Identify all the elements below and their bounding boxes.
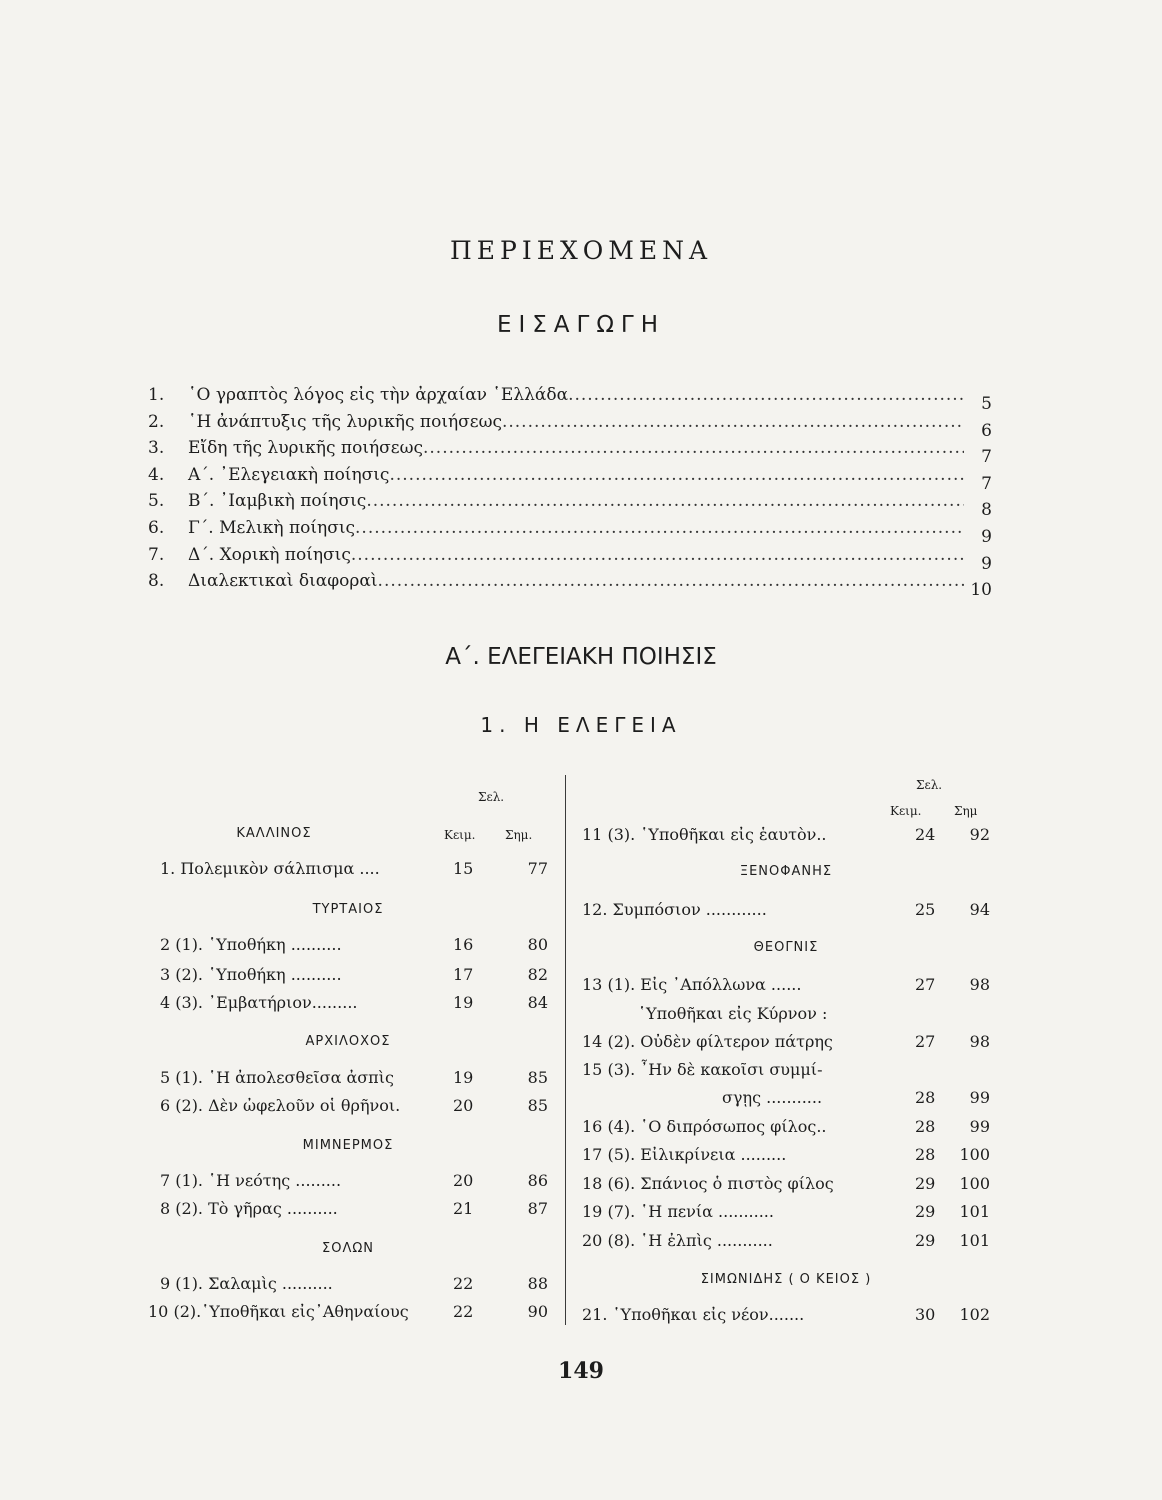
toc-row[interactable]: 5. Β΄. ᾿Ιαμβικὴ ποίησις ..... 8: [148, 491, 992, 518]
author-heading: ΜΙΜΝΕΡΜΟΣ: [302, 1138, 394, 1153]
toc-page: 10: [970, 580, 992, 601]
simi-page: 90: [527, 1302, 548, 1321]
author-heading: ΚΑΛΛΙΝΟΣ: [236, 826, 312, 841]
simi-page: 80: [527, 935, 548, 954]
simi-page: 85: [527, 1068, 548, 1087]
keim-page: 15: [453, 859, 474, 878]
simi-label: Σημ.: [505, 828, 533, 842]
keim-page: 25: [915, 900, 936, 919]
simi-page: 101: [959, 1202, 990, 1221]
column-divider: [565, 775, 566, 1325]
section-heading: Α΄. ΕΛΕΓΕΙΑΚΗ ΠΟΙΗΣΙΣ: [445, 644, 717, 670]
simi-label: Σημ: [954, 804, 978, 818]
keim-page: 19: [453, 1068, 474, 1087]
keim-page: 24: [915, 825, 936, 844]
simi-page: 86: [527, 1171, 548, 1190]
keim-page: 22: [453, 1302, 474, 1321]
keim-page: 20: [453, 1171, 474, 1190]
toc-row[interactable]: 2. ῾Η ἀνάπτυξις τῆς λυρικῆς ποιήσεως ..... 6: [148, 412, 992, 439]
right-column: Σελ. Κειμ. Σημ 11 (3). ῾Υποθῆκαι εἰς ἑαυτὸν.. 24 92 ΞΕΝΟΦΑΝΗΣ 12. Συμπόσιον ............ 25 94 ΘΕΟΓΝΙΣ 13 (1). Εἰς ᾿Απόλλωνα ...... 27 98 ῾Υποθῆκαι εἰς Κύρνον : 14 (2). Οὐδὲν φίλτερον πάτρης 27 98 15 (3). ῏Ην δὲ κακοῖσι συμμί- σγῃς ........... 28 99 16 (4). ῾Ο διπρόσωπος φίλος.. 28 99 17 (5). Εἰλικρίνεια ......... 28 100 18 (6). Σπάνιος ὁ πιστὸς φίλος 29 100 19 (7). ῾Η πενία ........... 29 101 20 (8). ῾Η ἐλπὶς ........... 29 101 ΣΙΜΩΝΙΔΗΣ ( Ο ΚΕΙΟΣ ) 21. ῾Υποθῆκαι εἰς νέον....... 30 102: [582, 778, 990, 1324]
keim-page: 21: [453, 1199, 474, 1218]
author-heading: ΤΥΡΤΑΙΟΣ: [312, 902, 384, 917]
simi-page: 87: [527, 1199, 548, 1218]
toc-page: 5: [981, 394, 992, 414]
page-title: ΠΕΡΙΕΧΟΜΕΝΑ: [449, 236, 713, 265]
keim-page: 27: [915, 975, 936, 994]
keim-label: Κειμ.: [444, 828, 476, 842]
toc-row[interactable]: 4. Α΄. ᾿Ελεγειακὴ ποίησις ..... 7: [148, 465, 992, 492]
simi-page: 98: [969, 1032, 990, 1051]
keim-page: 28: [915, 1088, 936, 1107]
author-heading: ΣΟΛΩΝ: [322, 1241, 374, 1256]
keim-page: 16: [453, 935, 474, 954]
introduction-heading: ΕΙΣΑΓΩΓΗ: [496, 312, 666, 338]
keim-page: 20: [453, 1096, 474, 1115]
simi-page: 88: [527, 1274, 548, 1293]
keim-page: 29: [915, 1202, 936, 1221]
toc-page: 7: [981, 447, 992, 468]
simi-page: 92: [969, 825, 990, 844]
toc-page: 7: [981, 473, 992, 494]
keim-page: 19: [453, 993, 474, 1012]
simi-page: 98: [969, 975, 990, 994]
simi-page: 84: [527, 993, 548, 1012]
author-heading: ΣΙΜΩΝΙΔΗΣ ( Ο ΚΕΙΟΣ ): [700, 1272, 872, 1287]
simi-page: 101: [959, 1231, 990, 1250]
keim-page: 17: [453, 965, 474, 984]
author-heading: ΑΡΧΙΛΟΧΟΣ: [305, 1034, 391, 1049]
toc-row[interactable]: 8. Διαλεκτικαὶ διαφοραὶ ..... 10: [148, 571, 992, 598]
keim-page: 30: [915, 1305, 936, 1324]
simi-page: 102: [959, 1305, 990, 1324]
simi-page: 99: [969, 1117, 990, 1136]
simi-page: 82: [527, 965, 548, 984]
keim-page: 22: [453, 1274, 474, 1293]
toc-page: 9: [981, 526, 992, 547]
subsection-heading: 1. Η ΕΛΕΓΕΙΑ: [480, 713, 682, 737]
keim-page: 28: [915, 1117, 936, 1136]
toc-row[interactable]: 1. ῾Ο γραπτὸς λόγος εἰς τὴν ἀρχαίαν ῾Ελλάδα ..... 5: [148, 385, 992, 412]
keim-page: 28: [915, 1145, 936, 1164]
author-heading: ΘΕΟΓΝΙΣ: [753, 940, 819, 955]
toc-row[interactable]: 7. Δ΄. Χορικὴ ποίησις ..... 9: [148, 545, 992, 572]
keim-page: 29: [915, 1174, 936, 1193]
toc-row[interactable]: 3. Εἴδη τῆς λυρικῆς ποιήσεως ..... 7: [148, 438, 992, 465]
sel-label: Σελ.: [478, 790, 505, 804]
toc-row[interactable]: 6. Γ΄. Μελικὴ ποίησις ..... 9: [148, 518, 992, 545]
simi-page: 94: [969, 900, 990, 919]
simi-page: 100: [959, 1174, 990, 1193]
simi-page: 100: [959, 1145, 990, 1164]
simi-page: 85: [527, 1096, 548, 1115]
toc-page: 8: [981, 500, 992, 521]
keim-page: 29: [915, 1231, 936, 1250]
keim-label: Κειμ.: [890, 804, 922, 818]
sel-label: Σελ.: [916, 778, 943, 792]
toc-page: 6: [981, 420, 992, 441]
author-heading: ΞΕΝΟΦΑΝΗΣ: [739, 864, 833, 879]
toc-page: 9: [981, 553, 992, 574]
simi-page: 77: [527, 859, 548, 878]
keim-page: 27: [915, 1032, 936, 1051]
left-column: Σελ. ΚΑΛΛΙΝΟΣ Κειμ. Σημ. 1. Πολεμικὸν σάλπισμα .... 15 77 ΤΥΡΤΑΙΟΣ 2 (1). ῾Υποθήκη .......... 16 80 3 (2). ῾Υποθήκη .......... 17 82 4 (3). ᾿Εμβατήριον......... 19 84 ΑΡΧΙΛΟΧΟΣ 5 (1). ῾Η ἀπολεσθεῖσα ἀσπὶς 19 85 6 (2). Δὲν ὠφελοῦν οἱ θρῆνοι. 20 85 ΜΙΜΝΕΡΜΟΣ 7 (1). ῾Η νεότης ......... 20 86 8 (2). Τὸ γῆρας .......... 21 87 ΣΟΛΩΝ 9 (1). Σαλαμὶς .......... 22 88 10 (2).῾Υποθῆκαι εἰς᾿Αθηναίους 22 90: [148, 790, 548, 1321]
simi-page: 99: [969, 1088, 990, 1107]
page-number: 149: [558, 1358, 604, 1384]
